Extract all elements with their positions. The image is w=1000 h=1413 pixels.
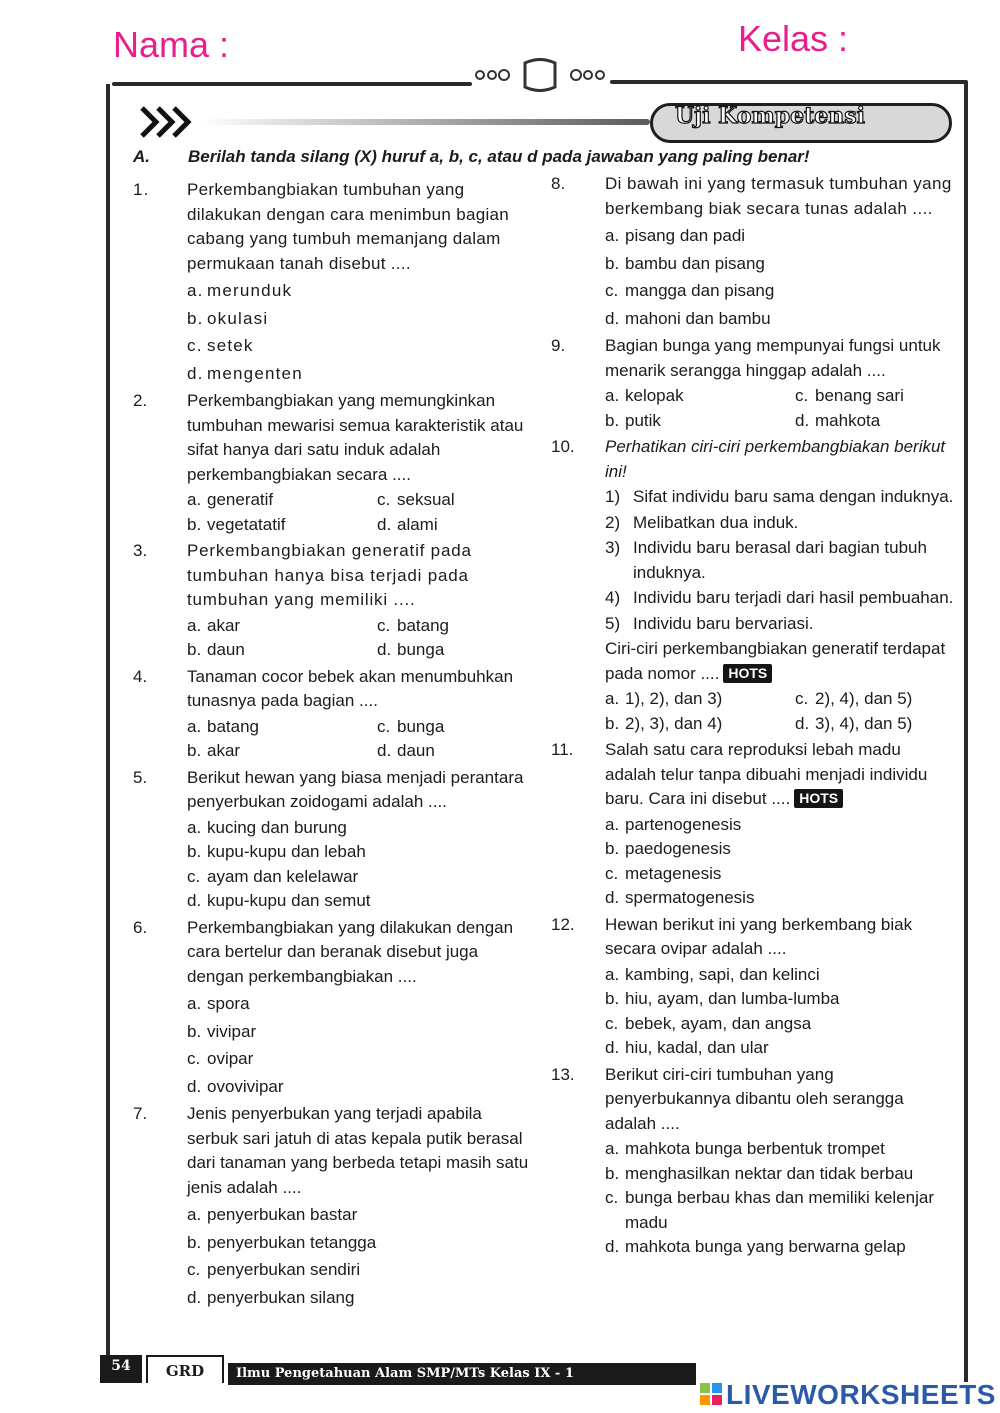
option-a[interactable]: a. penyerbukan bastar: [187, 1205, 358, 1224]
option-c[interactable]: c. ayam dan kelelawar: [187, 866, 359, 886]
chevrons-icon: [140, 104, 200, 140]
option-c[interactable]: c. setek: [187, 336, 254, 355]
question-text: Perkembangbiakan yang memungkinkan tumbuhan mewarisi semua karakteristik atau sifat hanya dari satu induk adalah perkembangbiakan secara ....: [187, 391, 524, 484]
option-d[interactable]: d. daun: [377, 741, 435, 760]
question-text: Berikut hewan yang biasa menjadi perantara penyerbukan zoidogami adalah ....: [187, 767, 524, 811]
option-a[interactable]: a. partenogenesis: [605, 814, 742, 834]
option-c[interactable]: c. 2), 4), dan 5): [795, 689, 913, 708]
option-d[interactable]: d. mahkota: [795, 410, 881, 430]
option-a[interactable]: a. mahkota bunga berbentuk trompet: [605, 1139, 885, 1158]
book-title: Ilmu Pengetahuan Alam SMP/MTs Kelas IX - 1: [228, 1363, 696, 1385]
question-text: Perkembangbiakan tumbuhan yang dilakukan dengan cara menimbun bagian cabang yang tumbuh memanjang dalam permukaan tanah disebut ....: [187, 180, 510, 273]
option-a[interactable]: a. spora: [187, 994, 250, 1013]
option-b[interactable]: b. putik: [605, 410, 661, 430]
option-c[interactable]: c. penyerbukan sendiri: [187, 1260, 361, 1279]
question-text: Salah satu cara reproduksi lebah madu adalah telur tanpa dibuahi menjadi individu baru. Cara ini disebut .... HOTS: [605, 740, 928, 808]
question-text: Perkembangbiakan yang dilakukan dengan cara bertelur dan beranak disebut juga dengan perkembangbiakan ....: [187, 917, 514, 986]
option-a[interactable]: a. kambing, sapi, dan kelinci: [605, 964, 820, 984]
question-5: [133, 766, 533, 914]
list-item: 5) Individu baru bervariasi.: [605, 613, 814, 633]
option-d[interactable]: d. mahkota bunga yang berwarna gelap: [605, 1237, 906, 1256]
option-c[interactable]: c. bebek, ayam, dan angsa: [605, 1013, 812, 1033]
option-a[interactable]: a. merunduk: [187, 281, 293, 300]
question-number: 10.: [551, 437, 575, 456]
option-c[interactable]: c. benang sari: [795, 386, 904, 405]
option-b[interactable]: b. hiu, ayam, dan lumba-lumba: [605, 989, 840, 1008]
option-a[interactable]: a. pisang dan padi: [605, 226, 746, 245]
question-4: [133, 665, 533, 764]
question-number: 4.: [133, 666, 148, 686]
question-text: Perhatikan ciri-ciri perkembangbiakan berikut ini!: [605, 437, 946, 481]
question-number: 6.: [133, 917, 148, 937]
page-number: 54: [100, 1355, 142, 1383]
question-text: Di bawah ini yang termasuk tumbuhan yang berkembang biak secara tunas adalah ....: [605, 174, 952, 218]
option-b[interactable]: b. daun: [187, 640, 245, 659]
hots-badge: HOTS: [794, 789, 843, 808]
hots-badge: HOTS: [723, 664, 772, 683]
option-c[interactable]: c. metagenesis: [605, 863, 722, 883]
question-text: Perkembangbiakan generatif pada tumbuhan hanya bisa terjadi pada tumbuhan yang memiliki ....: [187, 541, 472, 609]
option-d[interactable]: d. mengenten: [187, 363, 303, 383]
question-text: Hewan berikut ini yang berkembang biak secara ovipar adalah ....: [605, 914, 913, 958]
question-6: [133, 916, 533, 1100]
option-a[interactable]: a. akar: [187, 615, 241, 635]
question-number: 2.: [133, 391, 148, 410]
frame-top-left: [112, 82, 472, 86]
option-b[interactable]: b. penyerbukan tetangga: [187, 1232, 377, 1252]
top-ornament-icon: [470, 58, 610, 92]
question-1: [133, 178, 533, 386]
section-banner: [140, 100, 950, 144]
option-d[interactable]: d. penyerbukan silang: [187, 1287, 355, 1307]
instruction-text: Berilah tanda silang (X) huruf a, b, c, atau d pada jawaban yang paling benar!: [188, 147, 810, 166]
option-b[interactable]: b. paedogenesis: [605, 839, 731, 858]
question-number: 7.: [133, 1104, 148, 1123]
option-a[interactable]: a. kucing dan burung: [187, 817, 347, 837]
option-c[interactable]: c. mangga dan pisang: [605, 281, 775, 300]
right-column: [551, 172, 956, 1262]
option-a[interactable]: a. 1), 2), dan 3): [605, 689, 723, 708]
question-text: Berikut ciri-ciri tumbuhan yang penyerbukannya dibantu oleh serangga adalah ....: [605, 1064, 904, 1133]
question-8: [551, 172, 956, 331]
question-2: [133, 389, 533, 537]
question-3: [133, 539, 533, 663]
question-text: Tanaman cocor bebek akan menumbuhkan tunasnya pada bagian ....: [187, 666, 514, 710]
question-7: [133, 1102, 533, 1310]
left-column: [133, 178, 533, 1313]
question-number: 5.: [133, 767, 148, 787]
option-b[interactable]: b. bambu dan pisang: [605, 253, 765, 273]
option-b[interactable]: b. okulasi: [187, 308, 269, 328]
option-d[interactable]: d. mahoni dan bambu: [605, 308, 771, 328]
option-b[interactable]: b. menghasilkan nektar dan tidak berbau: [605, 1163, 914, 1183]
question-12: [551, 913, 956, 1061]
frame-right: [964, 82, 968, 1382]
instruction: [133, 147, 810, 167]
publisher-logo: GRD: [146, 1355, 224, 1383]
option-d[interactable]: d. hiu, kadal, dan ular: [605, 1038, 769, 1057]
question-number: 12.: [551, 914, 575, 934]
option-d[interactable]: d. spermatogenesis: [605, 888, 755, 907]
option-d[interactable]: d. kupu-kupu dan semut: [187, 891, 371, 910]
question-11: [551, 738, 956, 911]
frame-left: [106, 84, 110, 1358]
question-13: [551, 1063, 956, 1260]
question-text: Jenis penyerbukan yang terjadi apabila serbuk sari jatuh di atas kepala putik berasal dari tanaman yang berbeda tetapi masih satu jenis adalah ....: [187, 1104, 529, 1197]
question-number: 13.: [551, 1064, 575, 1084]
list-item: 2) Melibatkan dua induk.: [605, 512, 799, 532]
question-prompt: Ciri-ciri perkembangbiakan generatif terdapat pada nomor .... HOTS: [605, 639, 946, 683]
option-c[interactable]: c. batang: [377, 615, 449, 635]
frame-top-right: [610, 80, 968, 84]
banner-bar: [200, 119, 650, 125]
option-a[interactable]: a. generatif: [187, 490, 274, 509]
option-c[interactable]: c. seksual: [377, 490, 455, 509]
option-c[interactable]: c. bunga: [377, 716, 445, 736]
question-number: 8.: [551, 174, 566, 193]
question-text: Bagian bunga yang mempunyai fungsi untuk menarik serangga hinggap adalah ....: [605, 336, 941, 380]
option-b[interactable]: b. 2), 3), dan 4): [605, 713, 723, 733]
list-item: 3) Individu baru berasal dari bagian tubuh induknya.: [605, 538, 927, 582]
question-number: 9.: [551, 336, 566, 355]
option-b[interactable]: b. akar: [187, 741, 241, 760]
option-d[interactable]: d. alami: [377, 514, 438, 534]
option-b[interactable]: b. vegetatatif: [187, 514, 286, 534]
banner-title: Uji Kompetensi: [675, 103, 866, 129]
option-a[interactable]: a. kelopak: [605, 386, 684, 405]
option-b[interactable]: b. vivipar: [187, 1021, 257, 1041]
nama-label: Nama :: [113, 24, 230, 65]
option-c[interactable]: c. bunga berbau khas dan memiliki kelenjar madu: [605, 1188, 935, 1232]
list-item: 4) Individu baru terjadi dari hasil pembuahan.: [605, 588, 954, 607]
section-label: A.: [133, 147, 150, 166]
list-item: 1) Sifat individu baru sama dengan induknya.: [605, 487, 954, 506]
option-d[interactable]: d. 3), 4), dan 5): [795, 713, 913, 733]
option-d[interactable]: d. bunga: [377, 640, 445, 659]
option-c[interactable]: c. ovipar: [187, 1049, 254, 1068]
question-number: 11.: [551, 740, 574, 759]
option-d[interactable]: d. ovovivipar: [187, 1076, 284, 1096]
question-9: [551, 334, 956, 433]
question-number: 3.: [133, 541, 148, 560]
watermark: LIVEWORKSHEETS: [726, 1379, 996, 1410]
kelas-label: Kelas :: [738, 18, 849, 59]
liveworksheets-logo-icon: [700, 1383, 722, 1405]
option-a[interactable]: a. batang: [187, 716, 259, 736]
question-10: [551, 435, 956, 736]
question-number: 1.: [133, 180, 150, 199]
option-b[interactable]: b. kupu-kupu dan lebah: [187, 842, 366, 861]
